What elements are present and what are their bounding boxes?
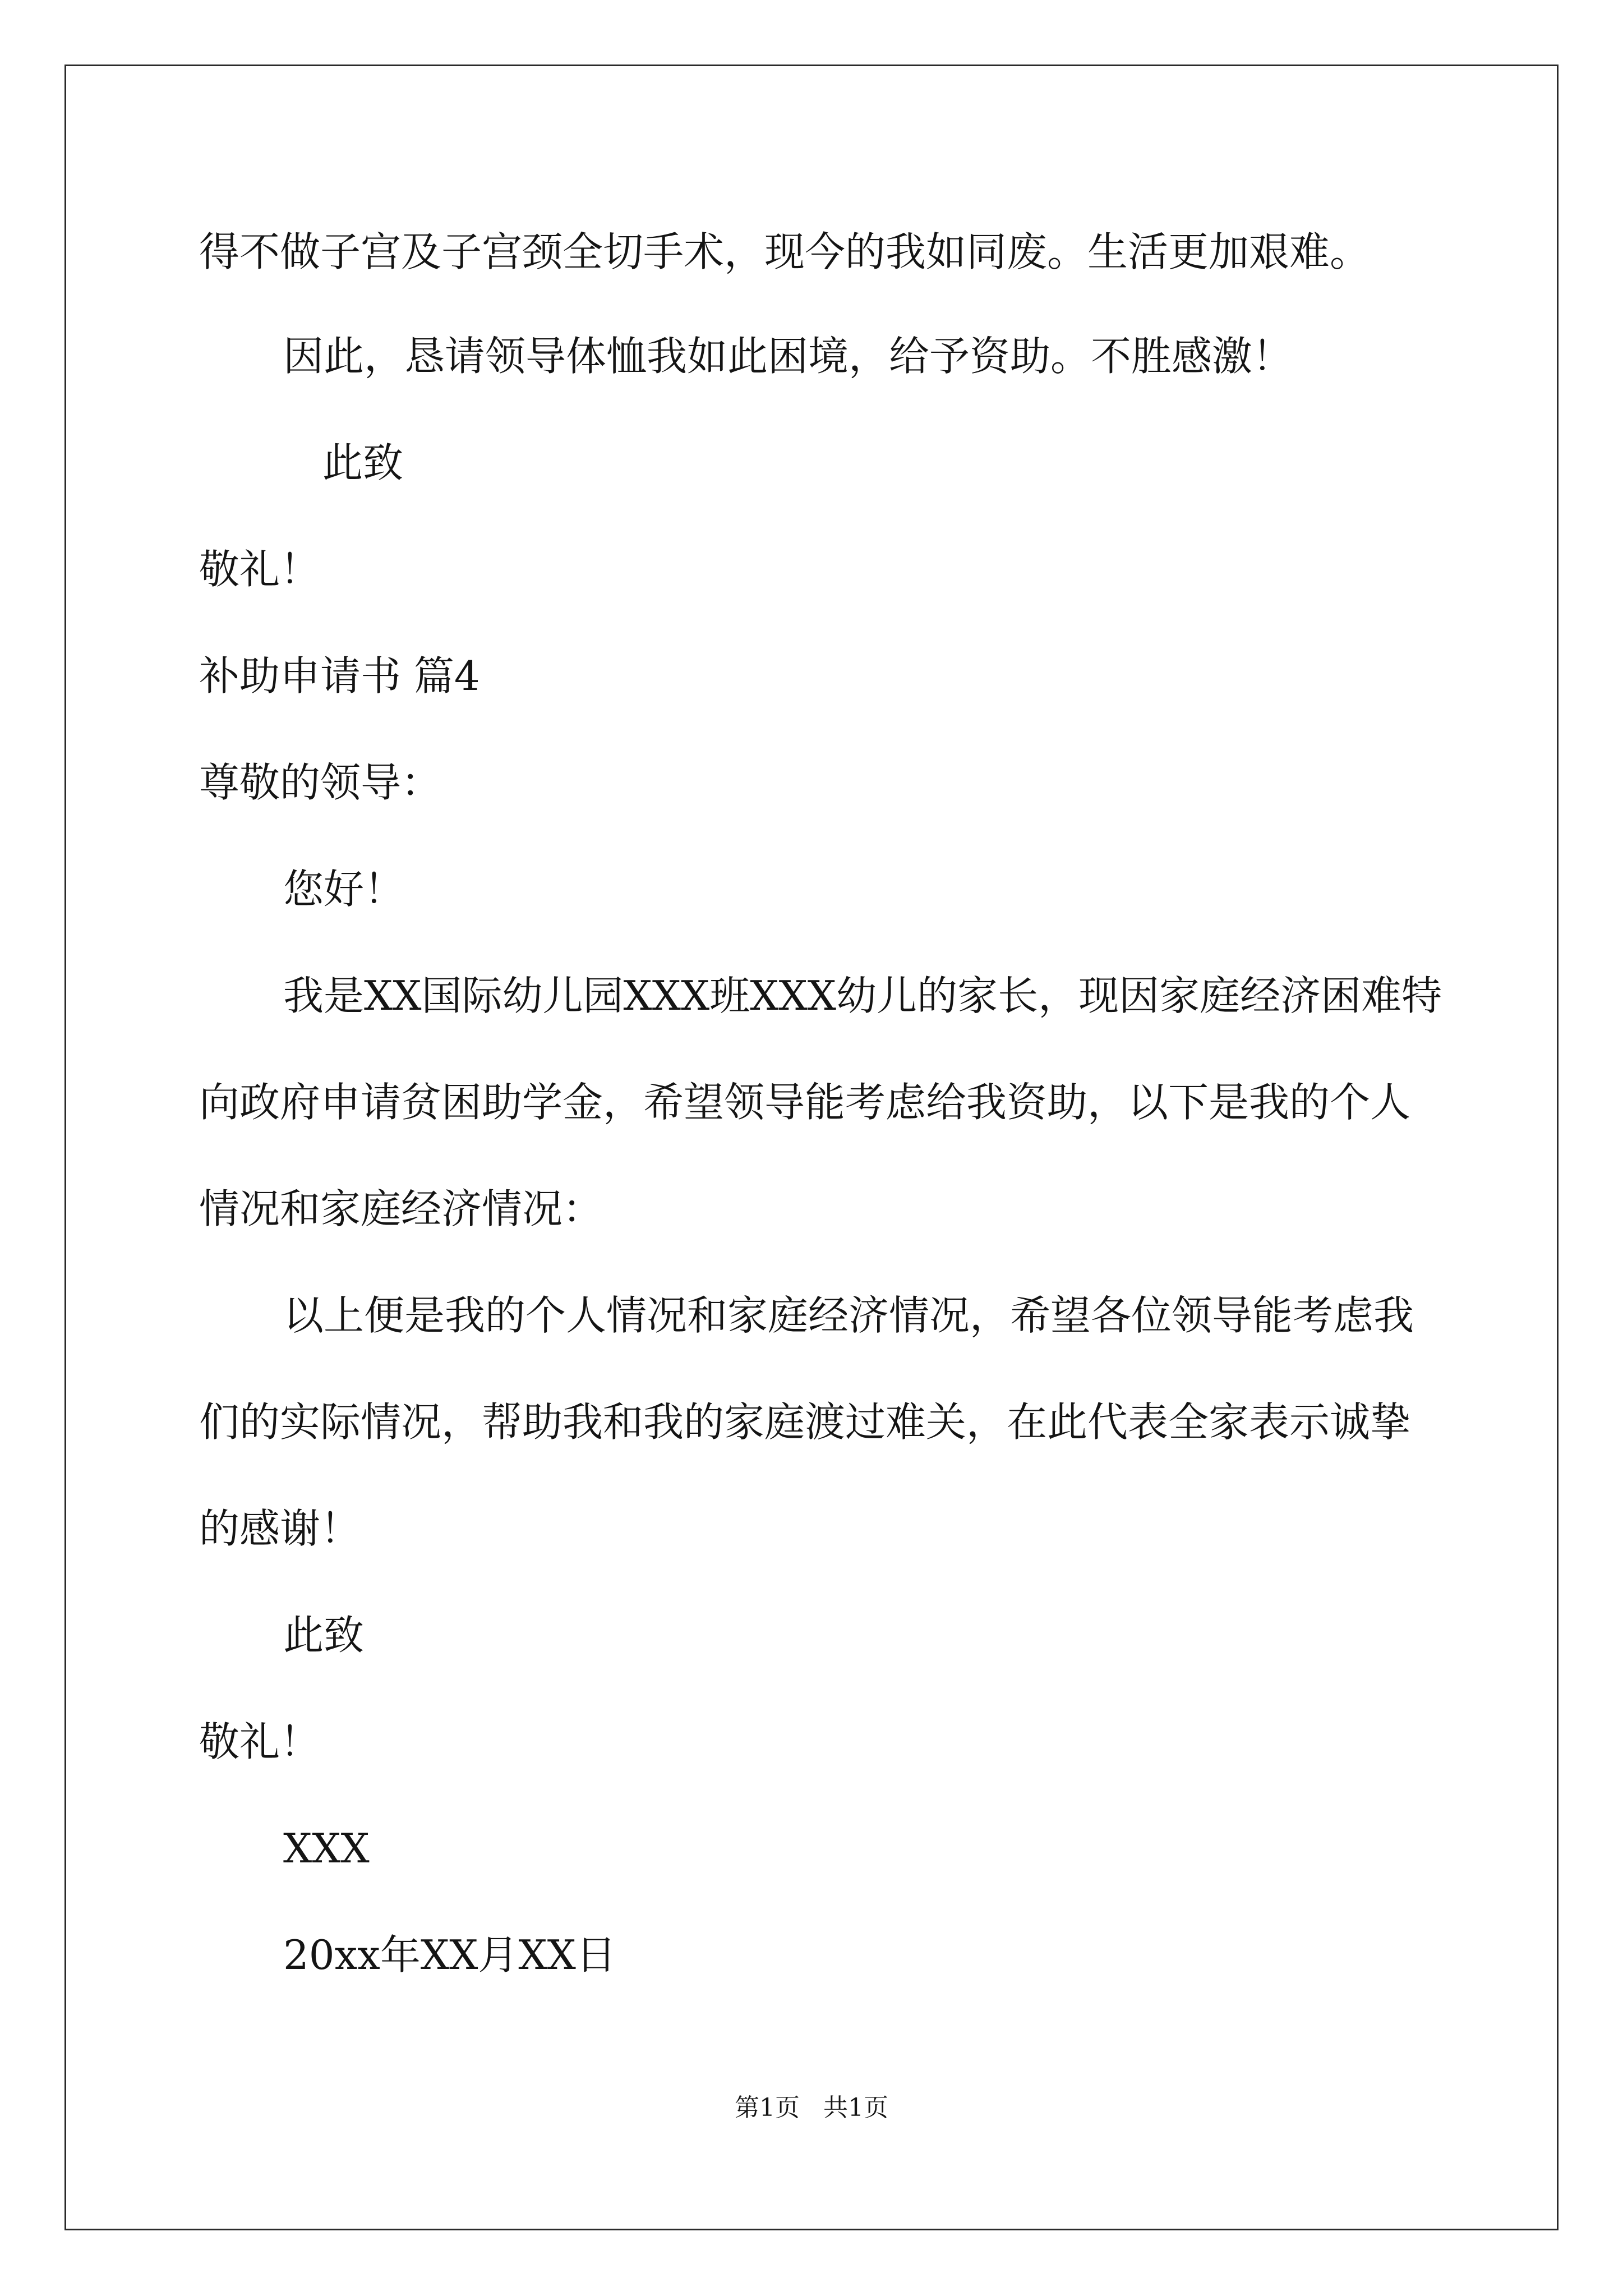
text-line: 以上便是我的个人情况和家庭经济情况，希望各位领导能考虑我 [283, 1292, 1414, 1339]
text-line: 的感谢！ [199, 1505, 361, 1552]
greeting: 尊敬的领导： [199, 759, 442, 806]
section-title: 补助申请书 篇4 [199, 652, 480, 700]
text-line: 因此，恳请领导体恤我如此困境，给予资助。不胜感激！ [283, 333, 1293, 380]
closing-regards: 敬礼！ [199, 546, 321, 593]
signature-date: 20xx年XX月XX日 [283, 1931, 616, 1978]
text-line: 向政府申请贫困助学金，希望领导能考虑给我资助，以下是我的个人 [199, 1079, 1411, 1126]
closing-salutation: 此致 [322, 439, 404, 486]
text-line: 我是XX国际幼儿园XXX班XXX幼儿的家长，现因家庭经济困难特 [283, 972, 1442, 1019]
closing-regards: 敬礼！ [199, 1718, 321, 1765]
page-number-footer: 第1页 共1页 [735, 2093, 888, 2122]
closing-salutation: 此致 [283, 1612, 365, 1659]
text-line: 得不做子宫及子宫颈全切手术，现今的我如同废。生活更加艰难。 [199, 228, 1371, 275]
page-border [64, 65, 1559, 2230]
signature-name: XXX [283, 1825, 370, 1872]
text-line: 情况和家庭经济情况： [199, 1185, 603, 1232]
greeting-hello: 您好！ [283, 866, 405, 913]
text-line: 们的实际情况，帮助我和我的家庭渡过难关，在此代表全家表示诚挚 [199, 1398, 1411, 1446]
